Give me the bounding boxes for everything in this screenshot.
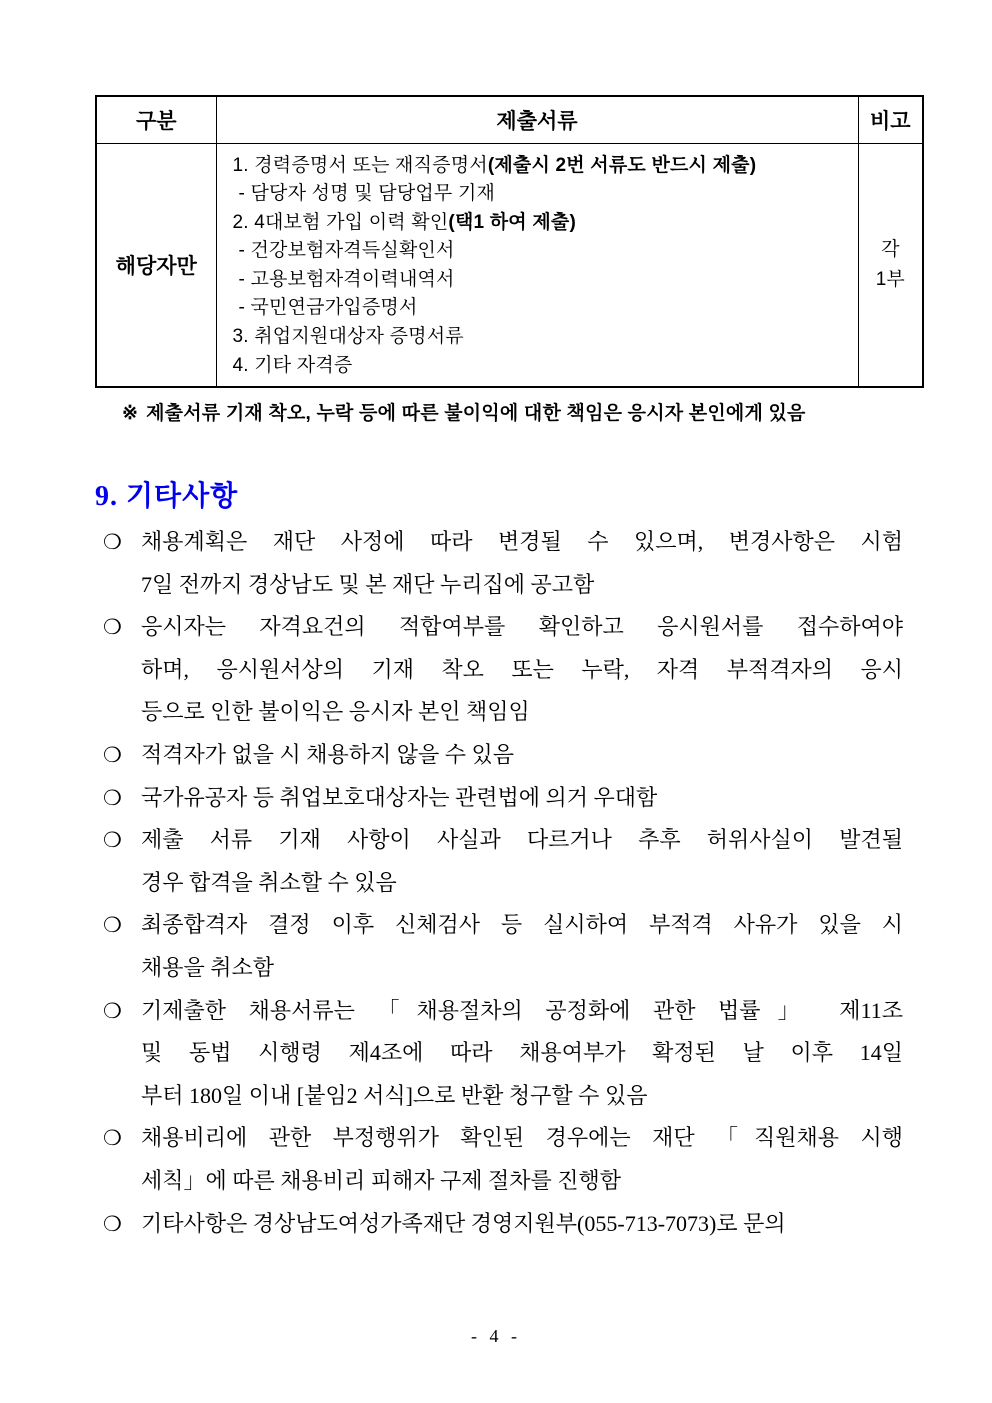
note-line: 등으로 인한 불이익은 응시자 본인 책임임 — [141, 699, 530, 725]
circle-bullet-icon: ❍ — [103, 998, 122, 1023]
note-line: 최종합격자 결정 이후 신체검사 등 실시하여 부적격 사유가 있을 시 — [141, 912, 903, 938]
document-line-text: 4. 기타 자격증 — [232, 354, 353, 376]
list-item — [103, 819, 903, 904]
note-line: 채용을 취소함 — [141, 954, 275, 980]
list-item — [103, 904, 903, 989]
note-line: 국가유공자 등 취업보호대상자는 관련법에 의거 우대함 — [141, 784, 658, 810]
note-line: 부터 180일 이내 [붙임2 서식]으로 반환 청구할 수 있음 — [141, 1082, 648, 1108]
document-line — [233, 237, 852, 266]
list-item — [103, 1203, 903, 1246]
caution-note — [122, 398, 806, 425]
list-item — [103, 606, 903, 734]
note-line: 채용계획은 재단 사정에 따라 변경될 수 있으며, 변경사항은 시험 — [141, 529, 903, 554]
note-line: 7일 전까지 경상남도 및 본 재단 누리집에 공고함 — [141, 571, 595, 597]
document-line — [233, 323, 852, 352]
circle-bullet-icon: ❍ — [103, 1211, 122, 1236]
list-item — [103, 521, 903, 606]
note-line: 채용비리에 관한 부정행위가 확인된 경우에는 재단 「직원채용 시행 — [141, 1125, 903, 1151]
table-header-category: 구분 — [96, 96, 216, 143]
caution-note-text: 제출서류 기재 착오, 누락 등에 따른 불이익에 대한 책임은 응시자 본인에게 있음 — [146, 403, 806, 424]
table-header-remark: 비고 — [858, 96, 923, 143]
circle-bullet-icon: ❍ — [103, 615, 122, 640]
circle-bullet-icon: ❍ — [103, 742, 122, 767]
circle-bullet-icon: ❍ — [103, 828, 122, 853]
page-number: - 4 - — [471, 1326, 521, 1346]
table-cell-category: 해당자만 — [96, 143, 216, 387]
note-line: 기제출한 채용서류는 「채용절차의 공정화에 관한 법률」 제11조 — [141, 997, 903, 1023]
document-line — [233, 266, 852, 295]
circle-bullet-icon: ❍ — [103, 530, 122, 554]
other-notes-list — [103, 521, 903, 1245]
list-item — [103, 990, 903, 1118]
circle-bullet-icon: ❍ — [103, 785, 122, 810]
list-item — [103, 1117, 903, 1202]
table-header-row — [96, 96, 923, 143]
document-line-text: - 국민연금가입증명서 — [238, 297, 418, 319]
document-line-text: - 건강보험자격득실확인서 — [238, 240, 455, 262]
document-line-text: 3. 취업지원대상자 증명서류 — [232, 326, 464, 348]
document-line-bold: (택1 하여 제출) — [448, 211, 576, 233]
document-line — [233, 209, 852, 238]
note-line: 응시자는 자격요건의 적합여부를 확인하고 응시원서를 접수하여야 — [141, 614, 903, 640]
circle-bullet-icon: ❍ — [103, 1126, 122, 1151]
note-line: 및 동법 시행령 제4조에 따라 채용여부가 확정된 날 이후 14일 — [141, 1040, 903, 1066]
document-line — [233, 352, 852, 381]
section-heading: 9. 기타사항 — [95, 481, 239, 512]
note-line: 세칙」에 따른 채용비리 피해자 구제 절차를 진행함 — [141, 1167, 622, 1193]
document-line-text: 1. 경력증명서 또는 재직증명서 — [232, 154, 488, 176]
circle-bullet-icon: ❍ — [103, 913, 122, 938]
table-row — [96, 143, 923, 387]
document-line — [233, 152, 852, 181]
remark-line: 각 — [881, 238, 900, 260]
note-line: 하며, 응시원서상의 기재 착오 또는 누락, 자격 부적격자의 응시 — [141, 656, 903, 682]
document-line — [233, 294, 852, 323]
document-line-text: - 고용보험자격이력내역서 — [238, 268, 455, 290]
submission-documents-table — [95, 95, 924, 388]
table-cell-remark — [858, 143, 923, 387]
note-line: 경우 합격을 취소할 수 있음 — [141, 869, 397, 895]
note-line: 적격자가 없을 시 채용하지 않을 수 있음 — [141, 741, 515, 767]
list-item — [103, 734, 903, 777]
table-cell-documents — [216, 143, 858, 387]
document-line — [233, 180, 852, 209]
reference-mark-icon: ※ — [122, 403, 139, 424]
document-line-text: 2. 4대보험 가입 이력 확인 — [232, 211, 449, 233]
note-line: 기타사항은 경상남도여성가족재단 경영지원부(055-713-7073)로 문의 — [141, 1210, 786, 1236]
document-line-text: - 담당자 성명 및 담당업무 기재 — [238, 183, 496, 205]
table-header-documents: 제출서류 — [216, 96, 858, 143]
list-item — [103, 777, 903, 820]
document-line-bold: (제출시 2번 서류도 반드시 제출) — [487, 154, 757, 176]
note-line: 제출 서류 기재 사항이 사실과 다르거나 추후 허위사실이 발견될 — [141, 827, 903, 853]
remark-line: 1부 — [875, 268, 905, 290]
